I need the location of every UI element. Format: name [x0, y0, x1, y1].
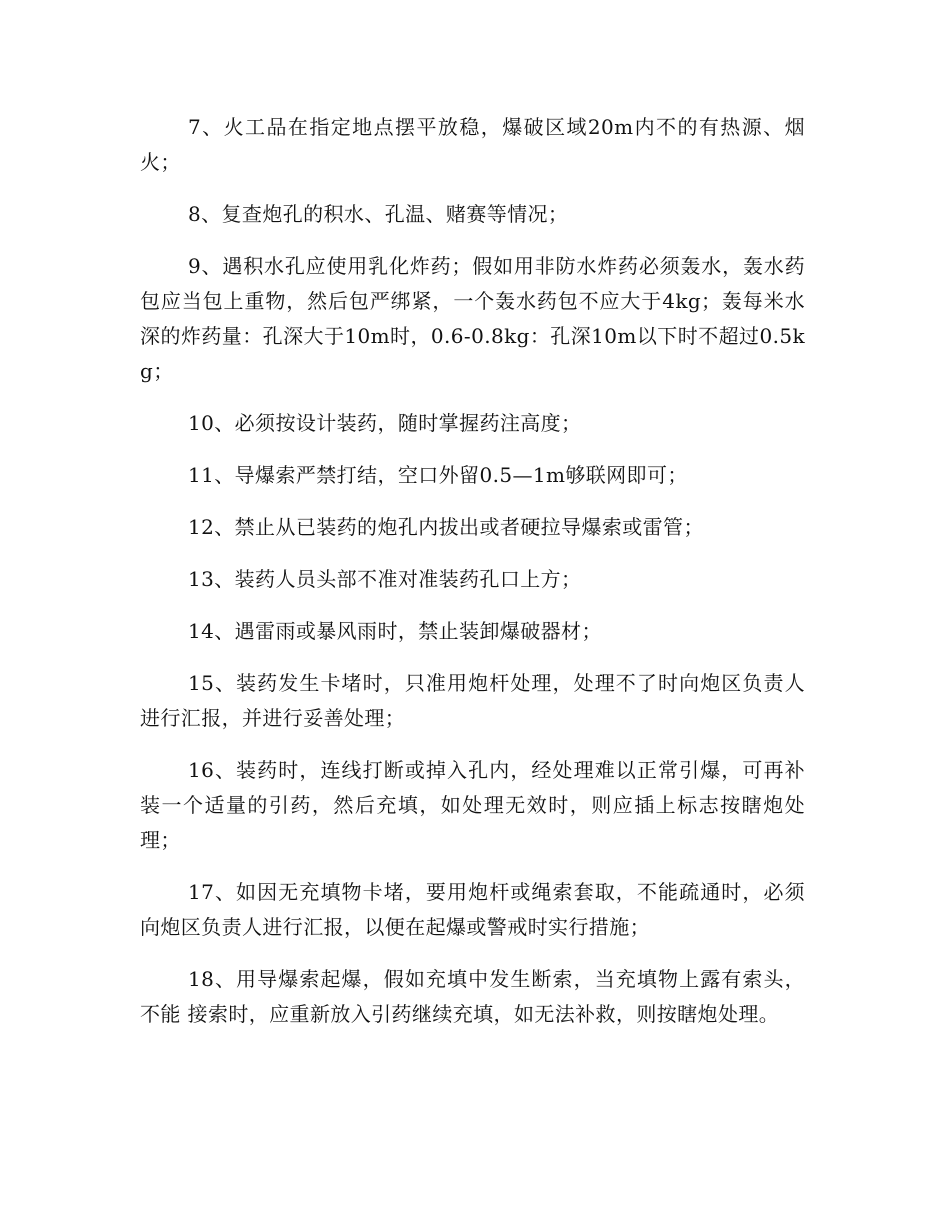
paragraph-item-18: 18、用导爆索起爆，假如充填中发生断索，当充填物上露有索头，不能 接索时，应重新放入引药继续充填，如无法补救，则按瞎炮处理。 [140, 967, 805, 1026]
paragraph-item-15: 15、装药发生卡堵时，只准用炮杆处理，处理不了时向炮区负责人进行汇报，并进行妥善处理； [140, 671, 805, 730]
paragraph-item-8: 8、复查炮孔的积水、孔温、赌赛等情况； [188, 202, 569, 226]
paragraph-item-17: 17、如因无充填物卡堵，要用炮杆或绳索套取，不能疏通时，必须向炮区负责人进行汇报，以便在起爆或警戒时实行措施； [140, 880, 805, 939]
paragraph-item-16: 16、装药时，连线打断或掉入孔内，经处理难以正常引爆，可再补装一个适量的引药，然后充填，如处理无效时，则应插上标志按瞎炮处理； [140, 758, 805, 852]
paragraph-item-11: 11、导爆索严禁打结，空口外留0.5—1m够联网即可； [188, 463, 688, 487]
paragraph-item-7: 7、火工品在指定地点摆平放稳，爆破区域20m内不的有热源、烟火； [140, 115, 805, 174]
paragraph-item-13: 13、装药人员头部不准对准装药孔口上方； [188, 567, 582, 591]
paragraph-item-14: 14、遇雷雨或暴风雨时，禁止装卸爆破器材； [188, 619, 602, 643]
paragraph-item-12: 12、禁止从已装药的炮孔内拔出或者硬拉导爆索或雷管； [188, 515, 704, 539]
paragraph-item-10: 10、必须按设计装药，随时掌握药注高度； [188, 411, 582, 435]
document-body [140, 110, 805, 1049]
paragraph-item-9: 9、遇积水孔应使用乳化炸药；假如用非防水炸药必须轰水，轰水药包应当包上重物，然后包严绑紧，一个轰水药包不应大于4kg；轰每米水深的炸药量：孔深大于10m时，0.6-0.8kg：孔深10m以下时不超过0.5kg； [140, 254, 805, 383]
